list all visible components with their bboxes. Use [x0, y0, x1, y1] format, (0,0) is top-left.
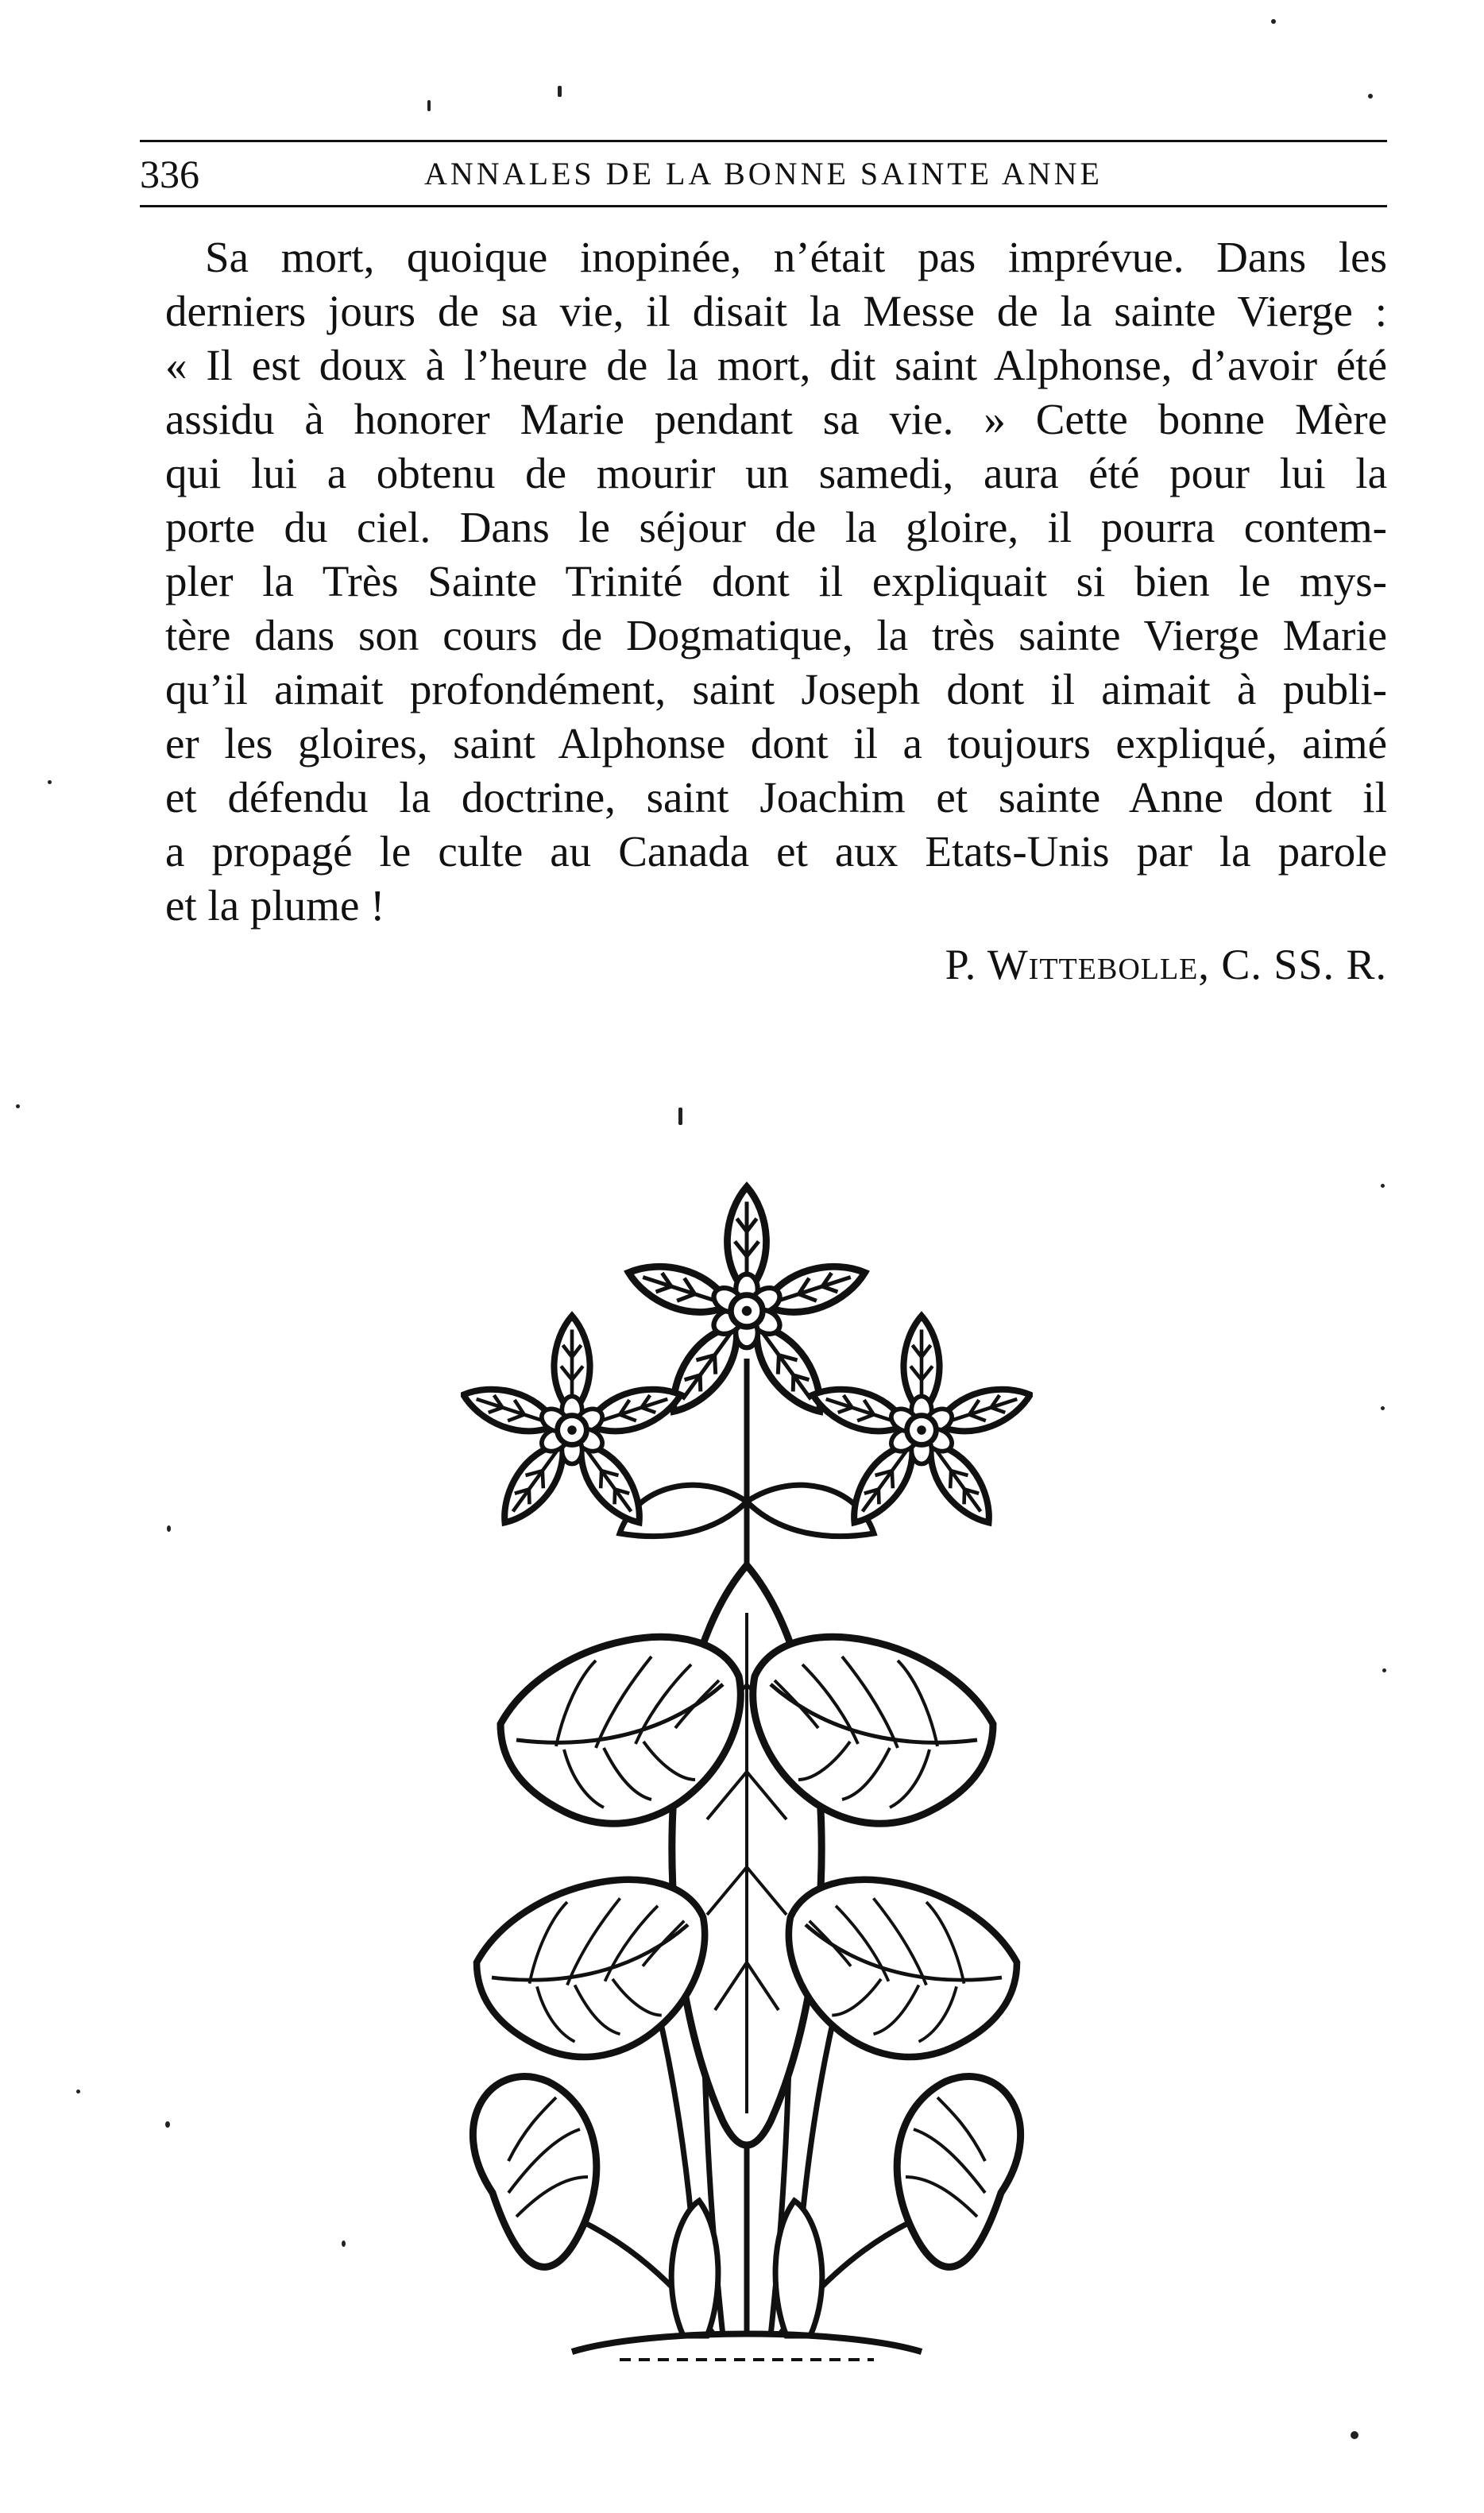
- print-speck: [167, 1525, 171, 1532]
- article-text: [165, 230, 1387, 933]
- print-speck: [1381, 1184, 1385, 1188]
- text-line: assidu à honorer Marie pendant sa vie. » Cette bonne Mère: [165, 395, 1387, 443]
- print-speck: [48, 780, 52, 784]
- print-speck: [558, 86, 562, 97]
- text-line: pler la Très Sainte Trinité dont il expliquait si bien le mys-: [165, 557, 1387, 605]
- print-speck: [1368, 94, 1373, 99]
- print-speck: [1381, 1406, 1385, 1410]
- running-title: ANNALES DE LA BONNE SAINTE ANNE: [424, 156, 1103, 191]
- text-line: et défendu la doctrine, saint Joachim et sainte Anne dont il: [165, 773, 1387, 822]
- print-speck: [1351, 2431, 1358, 2439]
- print-speck: [76, 2090, 80, 2094]
- text-line: qu’il aimait profondément, saint Joseph dont il aimait à publi-: [165, 665, 1387, 713]
- text-line: porte du ciel. Dans le séjour de la gloire, il pourra contem-: [165, 503, 1387, 551]
- print-speck: [678, 1108, 682, 1125]
- floral-tailpiece-icon: [461, 1168, 1033, 2391]
- print-speck: [1271, 19, 1276, 24]
- text-line: er les gloires, saint Alphonse dont il a toujours expliqué, aimé: [165, 719, 1387, 767]
- header-rule-bottom: [140, 205, 1387, 207]
- print-speck: [165, 2121, 170, 2128]
- text-line: et la plume !: [165, 881, 385, 930]
- text-line: tère dans son cours de Dogmatique, la très sainte Vierge Marie: [165, 611, 1387, 659]
- print-speck: [427, 100, 431, 111]
- text-line: qui lui a obtenu de mourir un samedi, aura été pour lui la: [165, 449, 1387, 497]
- print-speck: [1382, 1668, 1386, 1672]
- page-number: 336: [140, 152, 199, 196]
- text-line: Sa mort, quoique inopinée, n’était pas imprévue. Dans les: [205, 233, 1387, 281]
- author-signature: P. Wittebolle, C. SS. R.: [945, 941, 1387, 988]
- text-line: derniers jours de sa vie, il disait la Messe de la sainte Vierge :: [165, 287, 1387, 335]
- text-line: « Il est doux à l’heure de la mort, dit saint Alphonse, d’avoir été: [165, 341, 1387, 389]
- header-rule-top: [140, 140, 1387, 142]
- running-header: [140, 148, 1387, 200]
- print-speck: [342, 2240, 346, 2247]
- text-line: a propagé le culte au Canada et aux Etats-Unis par la parole: [165, 827, 1387, 876]
- print-speck: [16, 1104, 20, 1108]
